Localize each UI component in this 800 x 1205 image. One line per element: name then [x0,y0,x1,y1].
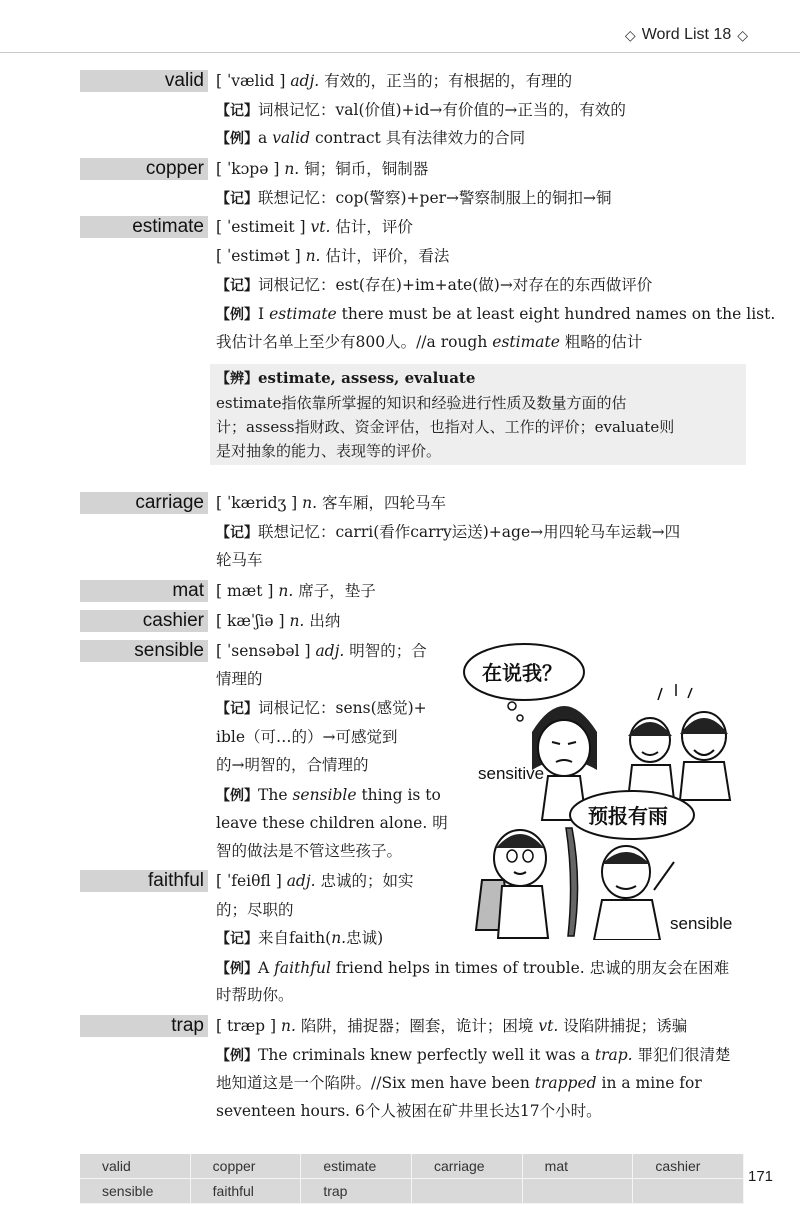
headword: faithful [80,870,208,892]
example-line: 地知道这是一个陷阱。//Six men have been trapped in a mine for [216,1074,702,1092]
memory-line: 【记】词根记忆：est(存在)+im+ate(做)→对存在的东西做评价 [216,276,653,294]
example-line: 智的做法是不管这些孩子。 [216,842,403,860]
definition-line: 的；尽职的 [216,901,294,919]
example-line: 【例】The sensible thing is to [216,786,441,804]
page-number: 171 [748,1168,774,1185]
example-line: 【例】a valid contract 具有法律效力的合同 [216,129,526,147]
definition-line: [ ˈvælid ] adj. 有效的，正当的；有根据的，有理的 [216,72,573,90]
footer-word: copper [191,1154,302,1179]
definition-line: [ ˈsensəbəl ] adj. 明智的；合 [216,642,427,660]
headword: mat [80,580,208,602]
memory-line: 【记】词根记忆：val(价值)+id→有价值的→正当的，有效的 [216,101,626,119]
example-line: 我估计名单上至少有800人。//a rough estimate 粗略的估计 [216,333,643,351]
definition-line: [ mæt ] n. 席子，垫子 [216,582,376,600]
headword: cashier [80,610,208,632]
footer-word: mat [523,1154,634,1179]
footer-word: estimate [301,1154,412,1179]
header-divider [0,52,800,53]
distinction-note: 【辨】estimate, assess, evaluate estimate指依靠所掌握的知识和经验进行性质及数量方面的估 计；assess指财政、资金评估，也指对人、工作的评价；evaluate则 是对抽象的能力、表现等的评价。 [210,364,746,465]
definition-line: [ ˈestimət ] n. 估计，评价，看法 [216,247,450,265]
headword: valid [80,70,208,92]
page-header [625,26,748,44]
memory-line: 【记】联想记忆：carri(看作carry运送)+age→用四轮马车运载→四 [216,523,681,541]
definition-line: [ ˈfeiθfl ] adj. 忠诚的；如实 [216,872,414,890]
footer-word: faithful [191,1179,302,1204]
headword: estimate [80,216,208,238]
definition-line: [ ˈestimeit ] vt. 估计，评价 [216,218,413,236]
woman-face [538,720,590,776]
headword: carriage [80,492,208,514]
headword: trap [80,1015,208,1037]
memory-line: 的→明智的，合情理的 [216,756,369,774]
footer-word [633,1179,744,1204]
footer-word [412,1179,523,1204]
cartoon-drawing [462,640,752,940]
footer-word: cashier [633,1154,744,1179]
footer-word: valid [80,1154,191,1179]
umbrella-icon [566,828,578,936]
memory-line: 轮马车 [216,551,263,569]
label-sensible: sensible [670,914,733,933]
example-line: 时帮助你。 [216,986,294,1004]
diamond-icon: ◇ [624,26,636,43]
definition-line: [ kæˈʃiə ] n. 出纳 [216,612,341,630]
example-line: 【例】A faithful friend helps in times of trouble. 忠诚的朋友会在困难 [216,959,730,977]
diamond-icon: ◇ [737,26,748,43]
bubble-text-bottom: 预报有雨 [588,804,668,828]
example-line: 【例】I estimate there must be at least eight hundred names on the list. [216,305,776,323]
definition-line: [ træp ] n. 陷阱，捕捉器；圈套，诡计；困境 vt. 设陷阱捕捉；诱骗 [216,1017,688,1035]
footer-word: sensible [80,1179,191,1204]
footer-word: carriage [412,1154,523,1179]
example-line: seventeen hours. 6个人被困在矿井里长达17个小时。 [216,1102,602,1120]
memory-line: 【记】词根记忆：sens(感觉)+ [216,699,427,717]
footer-word: trap [301,1179,412,1204]
memory-line: 【记】来自faith(n.忠诚) [216,929,384,947]
headword: sensible [80,640,208,662]
definition-line: 情理的 [216,670,263,688]
word-index-footer [80,1154,744,1204]
memory-line: 【记】联想记忆：cop(警察)+per→警察制服上的铜扣→铜 [216,189,612,207]
footer-word [523,1179,634,1204]
memory-line: ible（可…的）→可感觉到 [216,728,398,746]
definition-line: [ ˈkɔpə ] n. 铜；铜币，铜制器 [216,160,429,178]
label-sensitive: sensitive [478,764,545,783]
example-line: leave these children alone. 明 [216,814,448,832]
headword: copper [80,158,208,180]
word-list-title: Word List 18 [641,26,732,43]
example-line: 【例】The criminals knew perfectly well it was a trap. 罪犯们很清楚 [216,1046,731,1064]
definition-line: [ ˈkæridʒ ] n. 客车厢，四轮马车 [216,494,447,512]
bubble-text-top: 在说我？ [482,661,562,685]
cartoon-illustration [462,640,752,940]
